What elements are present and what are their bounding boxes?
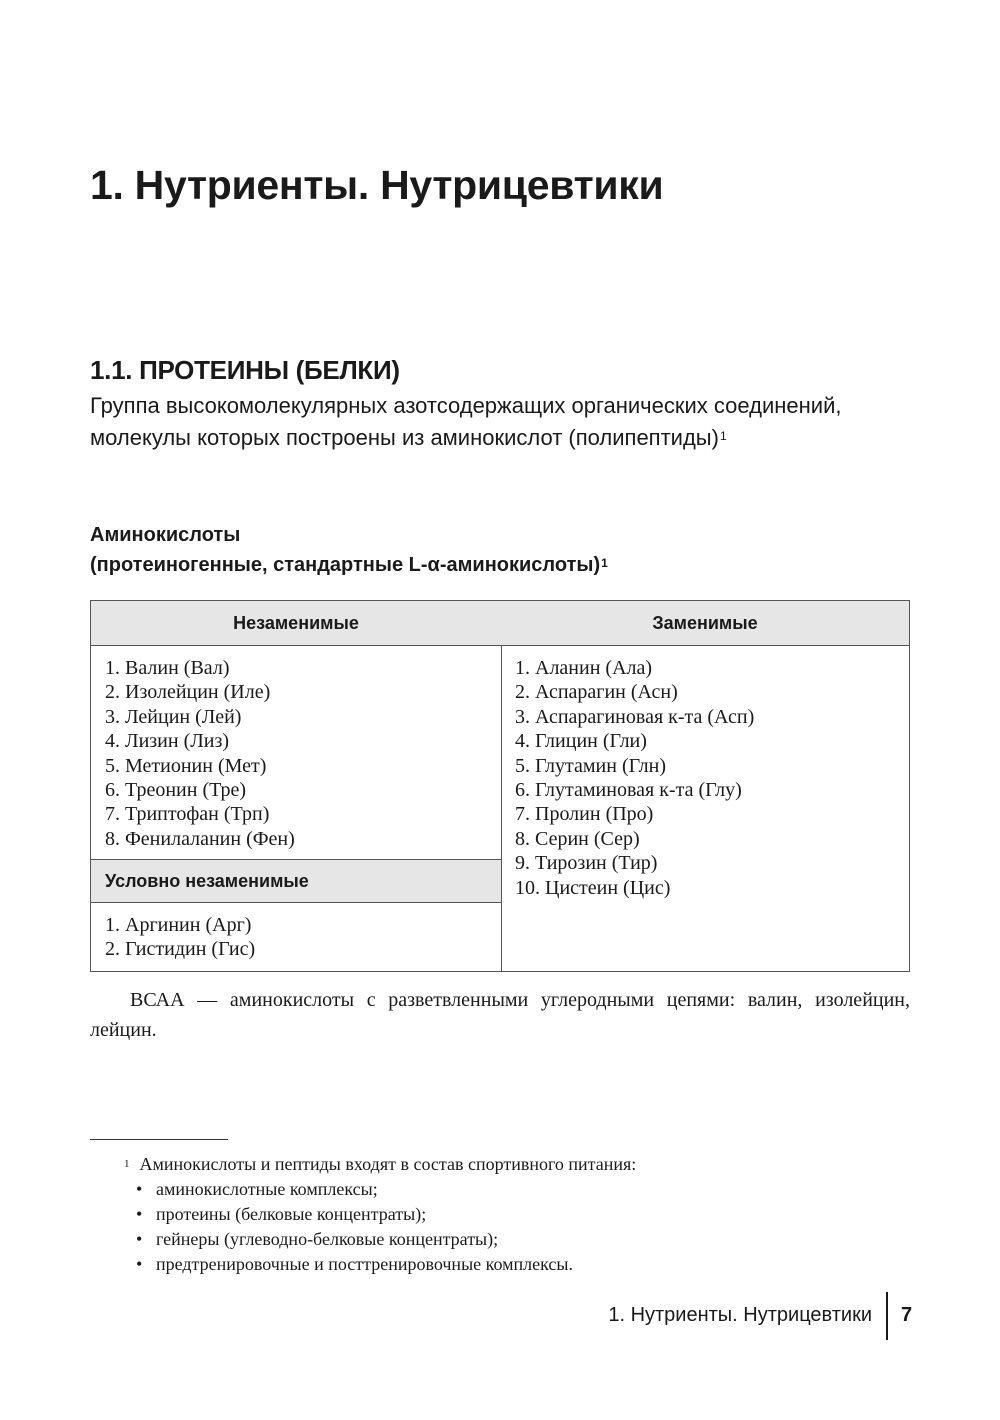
list-item: 8. Фенилаланин (Фен) [105,827,295,850]
footer-separator [886,1292,888,1340]
list-item: 5. Метионин (Мет) [105,754,267,777]
page-number: 7 [901,1304,913,1326]
list-item: 3. Лейцин (Лей) [105,705,242,728]
chapter-title: 1. Нутриенты. Нутрицевтики [90,162,664,208]
list-item: 5. Глутамин (Глн) [515,754,667,777]
bcaa-paragraph: ВСАА — аминокислоты с разветвленными углеродными цепями: валин, изолейцин, лейцин. [90,989,910,1041]
amino-acids-table [90,600,910,972]
section-definition [90,390,890,454]
list-item: 7. Пролин (Про) [515,803,654,826]
conditional-list [91,903,255,962]
footnote-ref[interactable]: 1 [719,429,727,443]
section-title: 1.1. ПРОТЕИНЫ (БЕЛКИ) [90,355,400,385]
footnote-intro [124,1152,636,1177]
list-item: • предтренировочные и посттренировочные комплексы. [136,1252,573,1277]
essential-list [91,646,501,851]
definition-text: Группа высокомолекулярных азотсодержащих органических соединений, молекулы которых построены из аминокислот (полипептиды) [90,393,842,450]
nonessential-list [501,646,754,900]
essential-column [91,601,502,971]
list-item: • аминокислотные комплексы; [136,1177,573,1202]
list-item: 7. Триптофан (Трп) [105,803,270,826]
nonessential-header: Заменимые [501,601,909,646]
list-item: 2. Изолейцин (Иле) [105,681,271,704]
footnote-mark: 1 [124,1158,130,1170]
essential-header: Незаменимые [91,601,501,646]
list-item: 4. Лизин (Лиз) [105,730,230,753]
list-item: 1. Валин (Вал) [105,657,230,679]
list-item: 4. Глицин (Гли) [515,730,647,753]
subheading-line-2: (протеиногенные, стандартные L-α-аминокислоты) [90,554,601,576]
list-item: • гейнеры (углеводно-белковые концентраты); [136,1227,573,1252]
list-item: 8. Серин (Сер) [515,827,640,850]
footnote-list [136,1177,573,1277]
subheading-line-1: Аминокислоты [90,524,241,546]
amino-acids-subheading [90,520,608,580]
list-item: 9. Тирозин (Тир) [515,852,658,875]
footnote-ref[interactable]: 1 [601,556,608,570]
list-item: 10. Цистеин (Цис) [515,876,671,899]
list-item: 3. Аспарагиновая к-та (Асп) [515,705,755,728]
list-item: 2. Гистидин (Гис) [105,938,256,961]
list-item: • протеины (белковые концентраты); [136,1202,573,1227]
list-item: 6. Глутаминовая к-та (Глу) [515,779,742,802]
footnote-divider [90,1139,228,1140]
list-item: 6. Треонин (Тре) [105,779,247,802]
list-item: 1. Аланин (Ала) [515,657,653,679]
nonessential-column [501,601,909,971]
list-item: 2. Аспарагин (Асн) [515,681,678,704]
conditional-header: Условно незаменимые [91,859,501,903]
list-item: 1. Аргинин (Арг) [105,914,252,936]
footnote-text: Аминокислоты и пептиды входят в состав спортивного питания: [139,1154,637,1174]
running-footer-title: 1. Нутриенты. Нутрицевтики [608,1304,872,1326]
